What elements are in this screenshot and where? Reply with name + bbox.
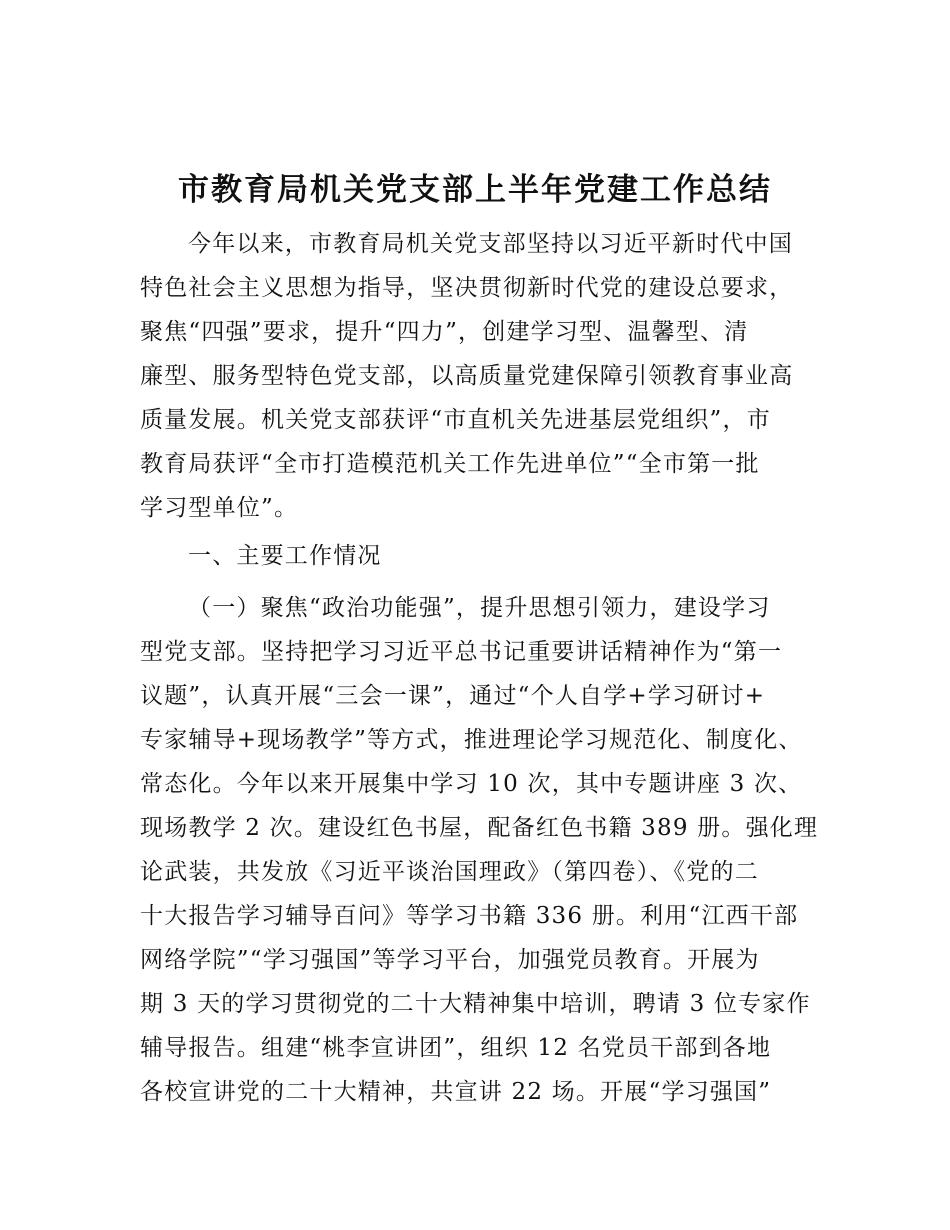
- paragraph-line: 各校宣讲党的二十大精神，共宣讲 22 场。开展“学习强国”: [140, 1079, 772, 1105]
- intro-paragraph: [140, 222, 812, 530]
- page-title: 市教育局机关党支部上半年党建工作总结: [178, 172, 772, 208]
- paragraph-line: 今年以来，市教育局机关党支部坚持以习近平新时代中国: [188, 231, 793, 257]
- paragraph-line: 聚焦“四强”要求，提升“四力”，创建学习型、温馨型、清: [140, 319, 749, 345]
- paragraph-line: 专家辅导+现场教学”等方式，推进理论学习规范化、制度化、: [140, 727, 803, 753]
- paragraph-line: 廉型、服务型特色党支部，以高质量党建保障引领教育事业高: [140, 363, 794, 389]
- paragraph-line: 学习型单位”。: [140, 495, 299, 521]
- paragraph-line: 十大报告学习辅导百问》等学习书籍 336 册。利用“江西干部: [140, 903, 799, 929]
- section-heading-text: 一、主要工作情况: [188, 543, 382, 569]
- paragraph-line: 网络学院”“学习强国”等学习平台，加强党员教育。开展为: [140, 947, 760, 973]
- paragraph-line: 特色社会主义思想为指导，坚决贯彻新时代党的建设总要求，: [140, 275, 794, 301]
- paragraph-line: 论武装，共发放《习近平谈治国理政》（第四卷）、《党的二: [140, 859, 759, 885]
- paragraph-line: （一）聚焦“政治功能强”，提升思想引领力，建设学习: [188, 595, 771, 621]
- paragraph-line: 现场教学 2 次。建设红色书屋，配备红色书籍 389 册。强化理: [140, 815, 819, 841]
- paragraph-line: 教育局获评“全市打造模范机关工作先进单位”“全市第一批: [140, 451, 760, 477]
- paragraph-line: 质量发展。机关党支部获评“市直机关先进基层党组织”，市: [140, 407, 771, 433]
- paragraph-line: 型党支部。坚持把学习习近平总书记重要讲话精神作为“第一: [140, 639, 783, 665]
- paragraph-line: 期 3 天的学习贯彻党的二十大精神集中培训，聘请 3 位专家作: [140, 991, 811, 1017]
- section1-paragraph: [140, 586, 819, 1114]
- section-heading: [140, 534, 812, 578]
- paragraph-line: 议题”，认真开展“三会一课”，通过“个人自学+学习研讨+: [140, 683, 766, 709]
- paragraph-line: 常态化。今年以来开展集中学习 10 次，其中专题讲座 3 次、: [140, 771, 803, 797]
- paragraph-line: 辅导报告。组建“桃李宣讲团”，组织 12 名党员干部到各地: [140, 1035, 772, 1061]
